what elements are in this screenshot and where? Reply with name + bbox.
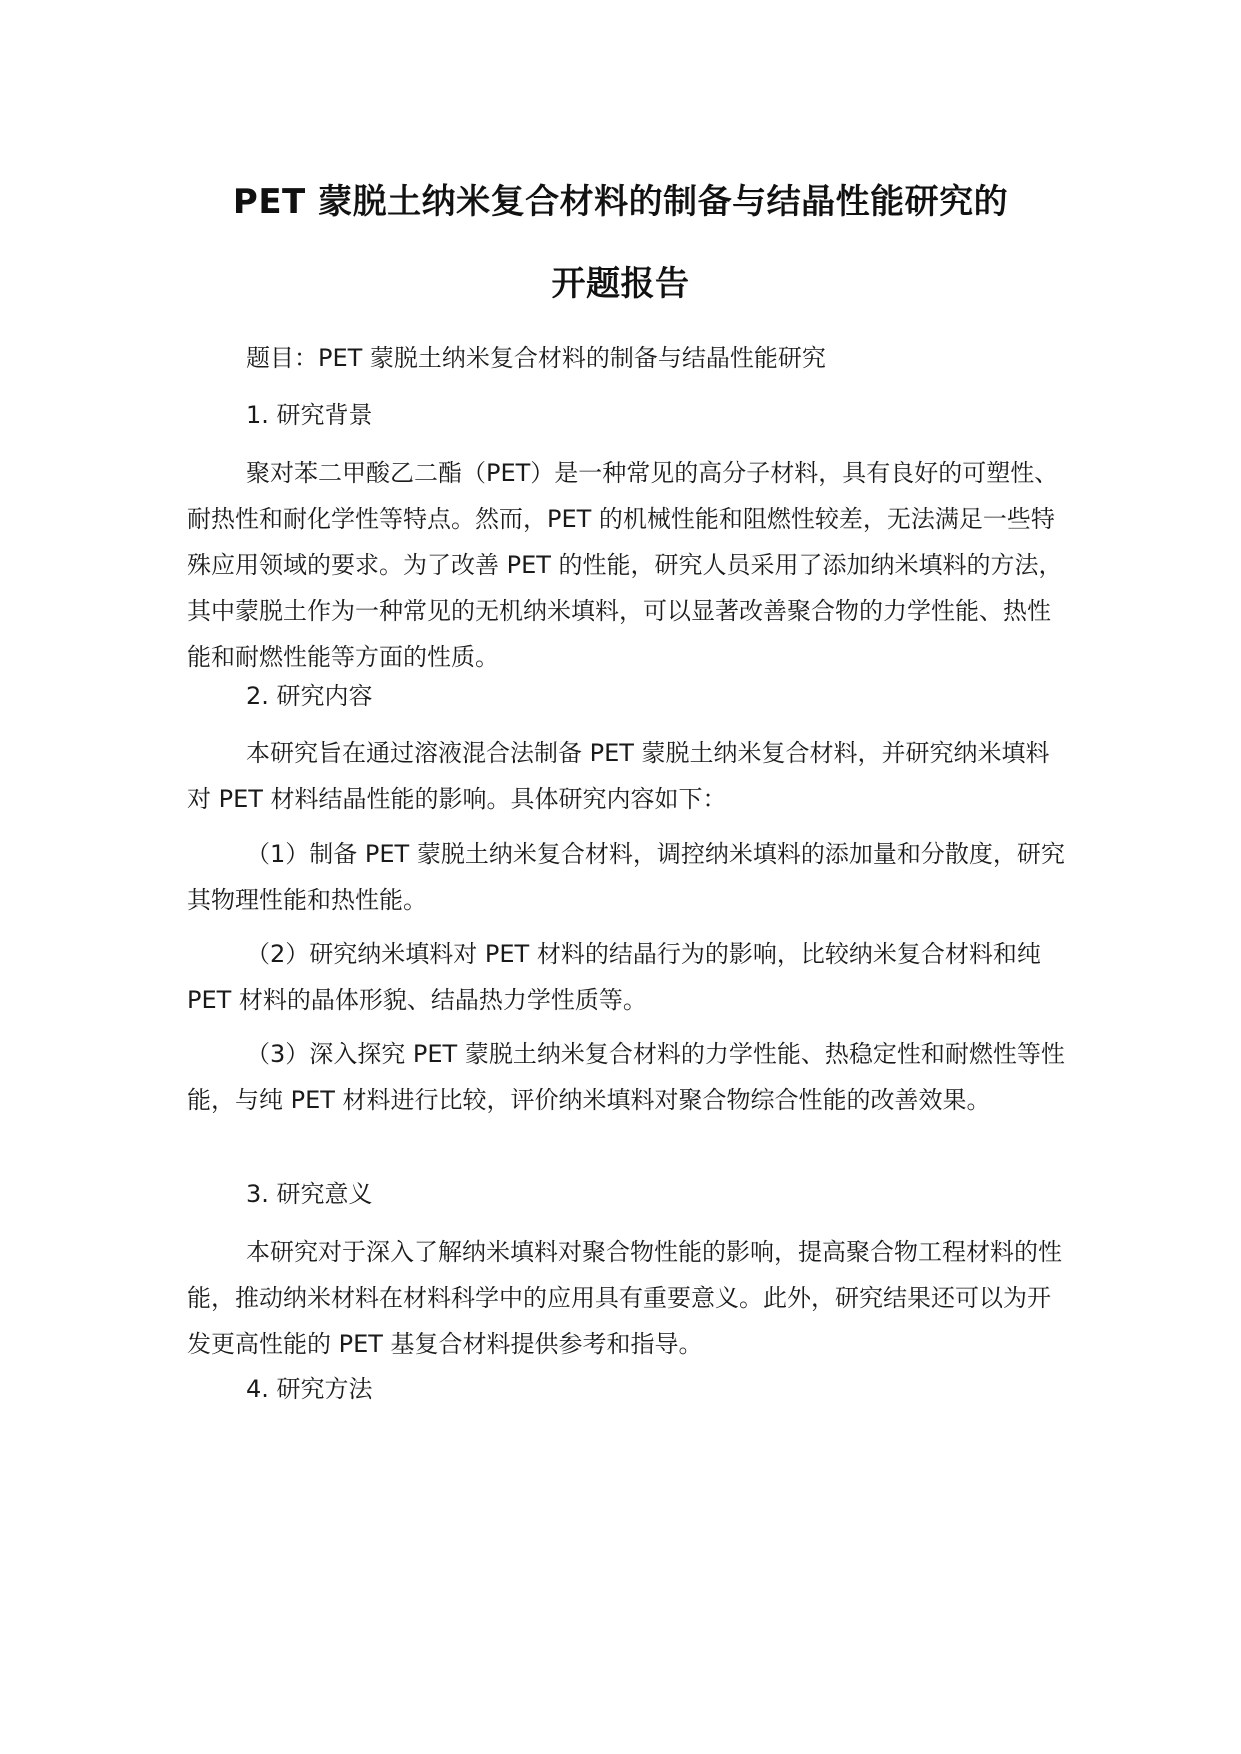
section-2-item-2: （2）研究纳米填料对 PET 材料的结晶行为的影响，比较纳米复合材料和纯 PET 材料的晶体形貌、结晶热力学性质等。 [187, 940, 1041, 1014]
section-1-heading: 1. 研究背景 [246, 401, 373, 429]
section-1-paragraph-1: 聚对苯二甲酸乙二酯（PET）是一种常见的高分子材料，具有良好的可塑性、耐热性和耐化学性等特点。然而，PET 的机械性能和阻燃性较差，无法满足一些特殊应用领域的要求。为了改善 PET 的性能，研究人员采用了添加纳米填料的方法，其中蒙脱土作为一种常见的无机纳米填料，可以显著改善聚合物的力学性能、热性能和耐燃性能等方面的性质。 [187, 459, 1063, 671]
section-2-paragraph-1: 本研究旨在通过溶液混合法制备 PET 蒙脱土纳米复合材料，并研究纳米填料对 PET 材料结晶性能的影响。具体研究内容如下： [187, 739, 1050, 813]
section-3-heading: 3. 研究意义 [246, 1180, 373, 1208]
section-2-item-1: （1）制备 PET 蒙脱土纳米复合材料，调控纳米填料的添加量和分散度，研究其物理性能和热性能。 [187, 840, 1065, 914]
section-2-heading: 2. 研究内容 [246, 682, 373, 710]
section-4-heading: 4. 研究方法 [246, 1375, 373, 1403]
document-title-line-2: 开题报告 [551, 264, 690, 304]
section-3-paragraph-1: 本研究对于深入了解纳米填料对聚合物性能的影响，提高聚合物工程材料的性能，推动纳米材料在材料科学中的应用具有重要意义。此外，研究结果还可以为开发更高性能的 PET 基复合材料提供参考和指导。 [187, 1238, 1062, 1358]
section-2-item-3: （3）深入探究 PET 蒙脱土纳米复合材料的力学性能、热稳定性和耐燃性等性能，与纯 PET 材料进行比较，评价纳米填料对聚合物综合性能的改善效果。 [187, 1040, 1065, 1114]
document-title-line-1: PET 蒙脱土纳米复合材料的制备与结晶性能研究的 [232, 182, 1009, 222]
topic-line: 题目：PET 蒙脱土纳米复合材料的制备与结晶性能研究 [246, 344, 826, 372]
